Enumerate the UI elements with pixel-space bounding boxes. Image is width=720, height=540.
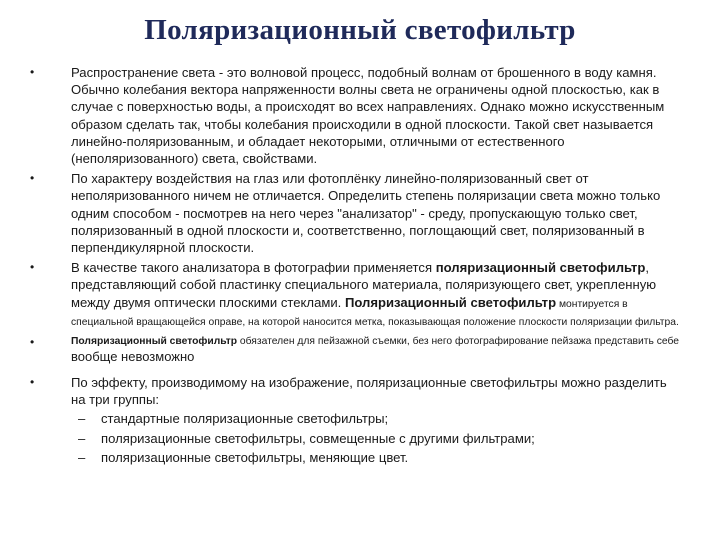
paragraph-text: Распространение света - это волновой процесс, подобный волнам от брошенного в воду камня. Обычно колебания вектора напряженности волны света не ограничены одной плоскостью, как в случае с поверхностью воды, а происходят во всех направлениях. Однако можно искусственным образом сделать так, чтобы колебания происходили в одной плоскости. Такой свет называется линейно-поляризованным, и обладает некоторыми, отличными от естественного (неполяризованного) света, свойствами. [71,65,665,167]
slide-title: Поляризационный светофильтр [144,14,576,46]
bullet-item-groups [30,374,680,468]
bullet-item-light-propagation [30,64,680,167]
bullet-item-landscape [30,334,680,366]
bullet-item-polarizing-filter [30,259,680,329]
dash-icon: – [78,411,86,427]
text-run: вообще невозможно [71,348,195,364]
sub-item-text: поляризационные светофильтры, меняющие цвет. [101,450,409,466]
small-text-run: монтируется в специальной вращающейся оправе, на которой наносится метка, показывающая положение плоскости поляризации фильтра. [71,298,679,328]
bold-term: Поляризационный светофильтр [344,294,557,310]
sub-list-item [71,409,680,429]
paragraph-text: По характеру воздействия на глаз или фотоплёнку линейно-поляризованный свет от неполяризованного ничем не отличается. Определить степень поляризации света можно только одним способом - посмотрев на него через "анализатор" - среду, пропускающую только свет, поляризованный в одной плоскости и, соответственно, поглощающий свет, поляризованный в перпендикулярной плоскости. [71,171,661,256]
paragraph-text [71,259,680,329]
paragraph-text [71,334,680,366]
bullet-item-analyzer [30,170,680,256]
paragraph-text: По эффекту, производимому на изображение, поляризационные светофильтры можно разделить на три группы: [71,374,667,407]
bold-term: Поляризационный светофильтр [71,335,238,347]
text-run: , представляющий собой пластинку специального материала, поляризующего свет, укрепленную между двумя оптически плоскими стеклами. [71,260,657,310]
text-run: В качестве такого анализатора в фотографии применяется [71,260,436,276]
sub-list-item [71,448,680,468]
text-run: обязателен для пейзажной съемки, без него фотографирование пейзажа представить себе [237,335,679,347]
bullet-icon: • [30,171,35,186]
sub-list [71,409,680,468]
bullet-icon: • [30,65,35,79]
sub-list-item [71,429,680,449]
sub-item-text: поляризационные светофильтры, совмещенные с другими фильтрами; [101,430,535,446]
sub-item-text: стандартные поляризационные светофильтры; [101,411,389,427]
bold-term: поляризационный светофильтр [435,260,646,276]
bullet-icon: • [30,334,35,349]
dash-icon: – [78,430,86,446]
bullet-icon: • [30,260,35,275]
bullet-list [30,64,680,468]
bullet-icon: • [30,374,35,389]
dash-icon: – [78,450,86,466]
